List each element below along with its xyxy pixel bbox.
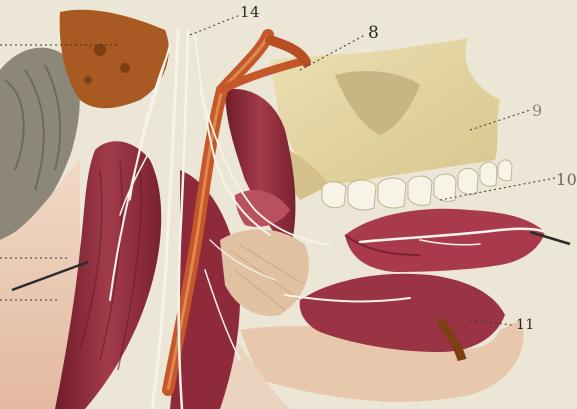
gland-lobule (120, 63, 130, 73)
label-11: 11 (516, 317, 535, 333)
label-9: 9 (532, 101, 543, 120)
gland-lobule (84, 76, 92, 84)
gland-lobule (94, 44, 106, 56)
label-10: 10 (556, 170, 577, 189)
label-14: 14 (240, 3, 261, 21)
label-8: 8 (368, 23, 380, 43)
